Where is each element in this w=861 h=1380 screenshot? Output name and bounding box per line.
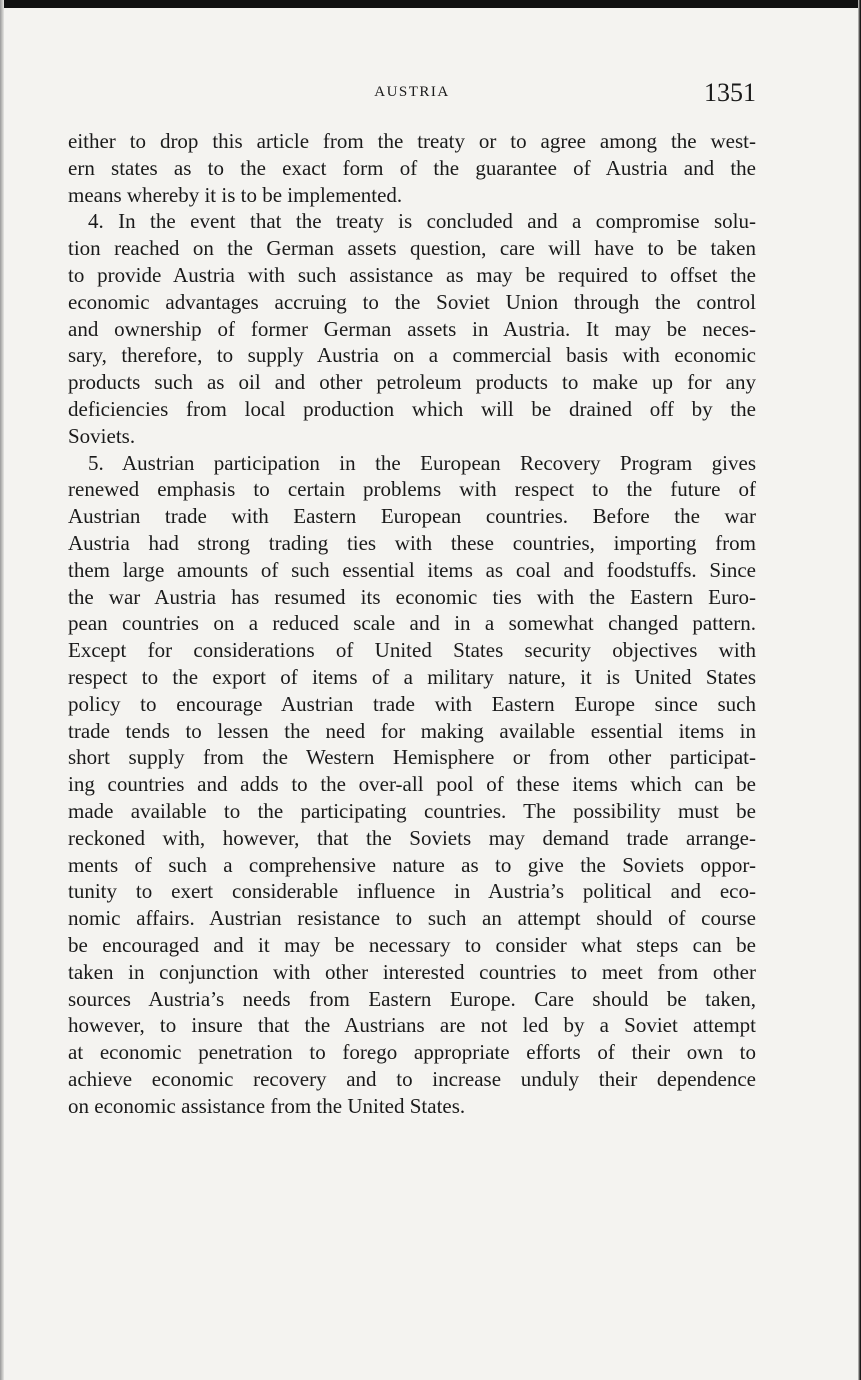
text-line: means whereby it is to be implemented.: [68, 182, 403, 207]
text-line: economic advantages accruing to the Soviet Union through the control: [68, 289, 756, 314]
text-line: pean countries on a reduced scale and in a somewhat changed pattern.: [68, 611, 756, 636]
text-line: however, to insure that the Austrians are not led by a Soviet attempt: [68, 1013, 756, 1038]
text-line: Austrian trade with Eastern European countries. Before the war: [68, 504, 756, 529]
page-number: 1351: [704, 78, 756, 107]
running-head: [68, 80, 756, 112]
paragraph-continuation: [68, 128, 756, 208]
text-line: short supply from the Western Hemisphere or from other participat-: [68, 745, 756, 770]
text-line: respect to the export of items of a military nature, it is United States: [68, 664, 756, 689]
paragraph-4: [68, 208, 756, 449]
text-line: 4. In the event that the treaty is concluded and a compromise solu-: [88, 209, 756, 234]
text-line: ments of such a comprehensive nature as to give the Soviets oppor-: [68, 852, 756, 877]
text-line: Austria had strong trading ties with these countries, importing from: [68, 530, 756, 555]
page-left-edge: [0, 0, 4, 1380]
text-line: Soviets.: [68, 423, 136, 448]
running-head-title: AUSTRIA: [374, 84, 450, 100]
text-line: and ownership of former German assets in Austria. It may be neces-: [68, 316, 756, 341]
text-line: products such as oil and other petroleum products to make up for any: [68, 370, 756, 395]
text-line: either to drop this article from the treaty or to agree among the west-: [68, 129, 756, 153]
text-line: deficiencies from local production which will be drained off by the: [68, 396, 756, 421]
text-line: reckoned with, however, that the Soviets may demand trade arrange-: [68, 825, 756, 850]
text-line: them large amounts of such essential items as coal and foodstuffs. Since: [68, 557, 756, 582]
text-line: ing countries and adds to the over-all pool of these items which can be: [68, 772, 756, 797]
text-line: tion reached on the German assets question, care will have to be taken: [68, 236, 756, 261]
text-line: be encouraged and it may be necessary to consider what steps can be: [68, 932, 756, 957]
text-line: 5. Austrian participation in the European Recovery Program gives: [88, 450, 756, 475]
text-line: the war Austria has resumed its economic ties with the Eastern Euro-: [68, 584, 756, 609]
text-line: policy to encourage Austrian trade with Eastern Europe since such: [68, 691, 756, 716]
paragraph-5: [68, 450, 756, 1120]
text-line: sources Austria’s needs from Eastern Europe. Care should be taken,: [68, 986, 756, 1011]
text-line: to provide Austria with such assistance as may be required to offset the: [68, 262, 756, 287]
text-line: trade tends to lessen the need for making available essential items in: [68, 718, 756, 743]
text-line: achieve economic recovery and to increase unduly their dependence: [68, 1066, 756, 1091]
text-line: nomic affairs. Austrian resistance to such an attempt should of course: [68, 906, 756, 931]
text-line: taken in conjunction with other interested countries to meet from other: [68, 959, 756, 984]
text-line: on economic assistance from the United States.: [68, 1093, 466, 1118]
text-line: sary, therefore, to supply Austria on a commercial basis with economic: [68, 343, 756, 368]
text-line: renewed emphasis to certain problems with respect to the future of: [68, 477, 756, 502]
text-line: made available to the participating countries. The possibility must be: [68, 798, 756, 823]
page-top-border: [0, 0, 861, 8]
text-line: at economic penetration to forego appropriate efforts of their own to: [68, 1040, 756, 1065]
text-line: ern states as to the exact form of the guarantee of Austria and the: [68, 155, 756, 180]
body-text: [68, 128, 756, 1119]
text-line: Except for considerations of United States security objectives with: [68, 638, 756, 663]
text-line: tunity to exert considerable influence in Austria’s political and eco-: [68, 879, 756, 904]
